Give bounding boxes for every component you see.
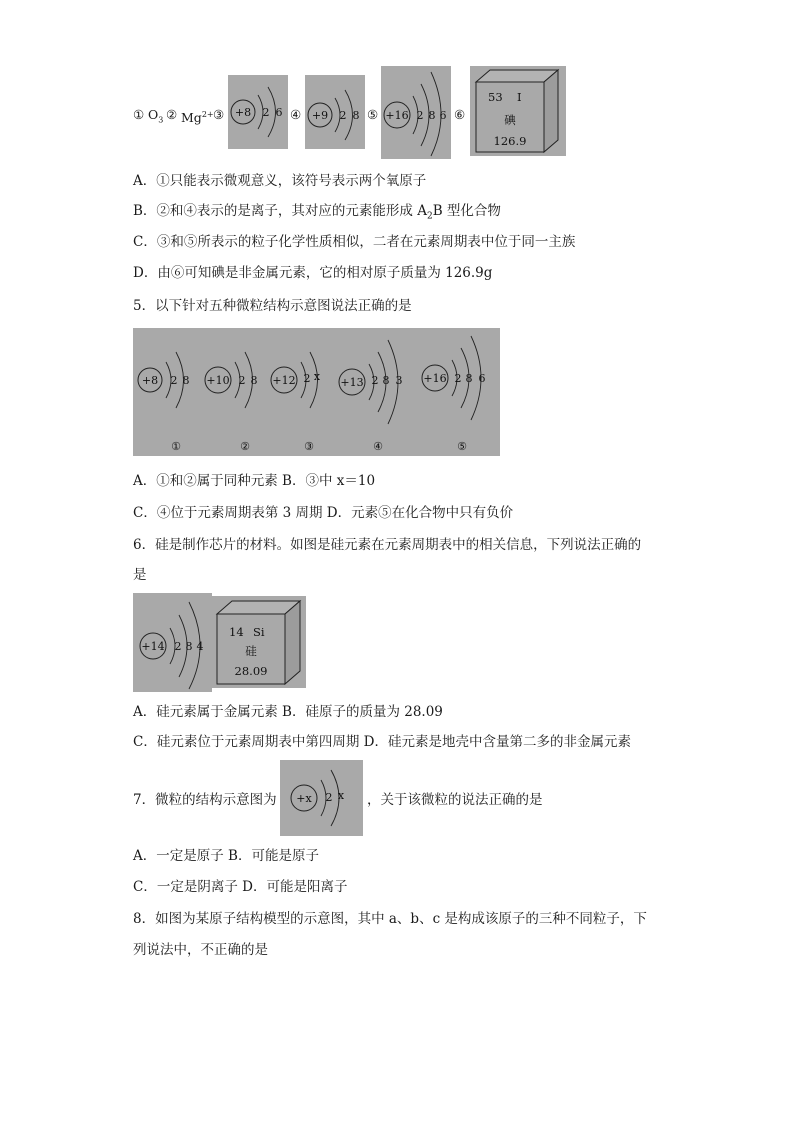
shell-electrons: 2 <box>325 791 333 804</box>
atom-label: ③ <box>304 440 314 453</box>
q6-stem-line2: 是 <box>133 567 147 583</box>
shell-electrons: 2 <box>416 109 424 122</box>
shell-electrons: 8 <box>465 372 473 385</box>
atomic-mass: 126.9 <box>493 134 527 148</box>
q5-atom-3 <box>271 352 321 453</box>
q6-options-ab: A．硅元素属于金属元素 B．硅原子的质量为 28.09 <box>133 704 443 720</box>
q7-options-ab: A．一定是原子 B．可能是原子 <box>133 848 319 864</box>
shell-electrons: 8 <box>250 374 258 387</box>
nucleus-charge: +16 <box>423 372 447 385</box>
q5-options-cd: C．④位于元素周期表第 3 周期 D．元素⑤在化合物中只有负价 <box>133 505 514 521</box>
q5-stem: 5．以下针对五种微粒结构示意图说法正确的是 <box>133 298 412 314</box>
q7-particle-figure <box>280 760 363 836</box>
q8-stem-line1: 8．如图为某原子结构模型的示意图，其中 a、b、c 是构成该原子的三种不同粒子，下 <box>133 911 647 927</box>
q6-periodic-cell-silicon <box>212 596 306 688</box>
q4-item1-formula: $O_3$ <box>148 107 164 125</box>
q6-silicon-atom <box>133 593 212 692</box>
cube-side <box>544 70 558 152</box>
q4-option-a: A．①只能表示微观意义，该符号表示两个氧原子 <box>133 173 427 189</box>
shell-electrons: 6 <box>478 372 486 385</box>
shell-electrons: 8 <box>185 640 193 653</box>
nucleus-charge: +14 <box>141 640 165 653</box>
shell-electrons: 4 <box>196 640 204 653</box>
atom-label: ② <box>240 440 250 453</box>
atom-label: ④ <box>373 440 383 453</box>
q5-atoms-figure <box>133 328 500 456</box>
shell-electrons: 2 <box>170 374 178 387</box>
q5-atom-5 <box>422 336 486 453</box>
shell-electrons: 6 <box>439 109 447 122</box>
q6-options-cd: C．硅元素位于元素周期表中第四周期 D．硅元素是地壳中含量第二多的非金属元素 <box>133 734 631 750</box>
nucleus-charge: +16 <box>385 109 409 122</box>
q4-item2-formula: $Mg^{2+}$ <box>181 110 214 126</box>
q4-item5-label: ⑤ <box>367 107 379 122</box>
q4-option-b: B．②和④表示的是离子，其对应的元素能形成 $A_2B$ 型化合物 <box>133 203 501 222</box>
shell-electrons: 8 <box>182 374 190 387</box>
shell-electrons: 2 <box>238 374 246 387</box>
q4-item2-label: ② <box>166 107 178 122</box>
nucleus-charge: +8 <box>234 106 252 119</box>
q4-figure-row <box>133 66 573 161</box>
nucleus-charge: +12 <box>272 374 296 387</box>
element-symbol: Si <box>253 625 265 639</box>
q4-atom-4 <box>305 75 365 149</box>
atomic-number: 53 <box>488 90 503 104</box>
q5-atom-1 <box>138 352 190 453</box>
element-symbol: I <box>517 90 522 104</box>
q4-option-c: C．③和⑤所表示的粒子化学性质相似，二者在元素周期表中位于同一主族 <box>133 234 576 250</box>
q4-item1-label: ① <box>133 107 145 122</box>
shell-electrons: 6 <box>275 106 283 119</box>
q7-stem-pre: 7．微粒的结构示意图为 <box>133 792 277 808</box>
q4-item3-label: ③ <box>213 107 225 122</box>
nucleus-charge: +8 <box>141 374 159 387</box>
nucleus-charge: +13 <box>340 376 364 389</box>
shell-electrons: 8 <box>382 374 390 387</box>
shell-electrons: x <box>337 789 345 802</box>
shell-electrons: 2 <box>174 640 182 653</box>
q5-options-ab: A．①和②属于同种元素 B．③中 x＝10 <box>133 473 376 489</box>
shell-electrons: 8 <box>428 109 436 122</box>
q4-periodic-cell-iodine <box>470 66 566 156</box>
shell-electrons: 2 <box>339 109 347 122</box>
shell-electrons: 8 <box>352 109 360 122</box>
cube-side <box>285 601 300 684</box>
q4-item4-label: ④ <box>290 107 302 122</box>
nucleus-charge: +x <box>296 792 312 805</box>
q4-atom-3 <box>228 75 288 149</box>
shell-electrons: 2 <box>454 372 462 385</box>
element-name: 碘 <box>504 113 516 127</box>
atom-label: ① <box>171 440 181 453</box>
q5-atom-2 <box>205 352 258 453</box>
nucleus-charge: +9 <box>311 109 329 122</box>
shell-electrons: 2 <box>303 372 311 385</box>
atomic-number: 14 <box>229 625 244 639</box>
q7-options-cd: C．一定是阴离子 D．可能是阳离子 <box>133 879 348 895</box>
shell-electrons: 2 <box>371 374 379 387</box>
atom-label: ⑤ <box>457 440 467 453</box>
shell-electrons: x <box>313 370 321 383</box>
shell-electrons: 3 <box>395 374 403 387</box>
q7-stem-post: ，关于该微粒的说法正确的是 <box>367 792 543 808</box>
q4-option-d: D．由⑥可知碘是非金属元素，它的相对原子质量为 126.9g <box>133 265 493 281</box>
atomic-mass: 28.09 <box>234 664 268 678</box>
q8-stem-line2: 列说法中，不正确的是 <box>133 942 268 958</box>
q4-atom-5 <box>381 66 451 159</box>
q4-item6-label: ⑥ <box>454 107 466 122</box>
element-name: 硅 <box>245 644 257 658</box>
q5-atom-4 <box>339 340 403 453</box>
q6-stem-line1: 6．硅是制作芯片的材料。如图是硅元素在元素周期表中的相关信息，下列说法正确的 <box>133 537 642 553</box>
shell-electrons: 2 <box>262 106 270 119</box>
nucleus-charge: +10 <box>206 374 230 387</box>
